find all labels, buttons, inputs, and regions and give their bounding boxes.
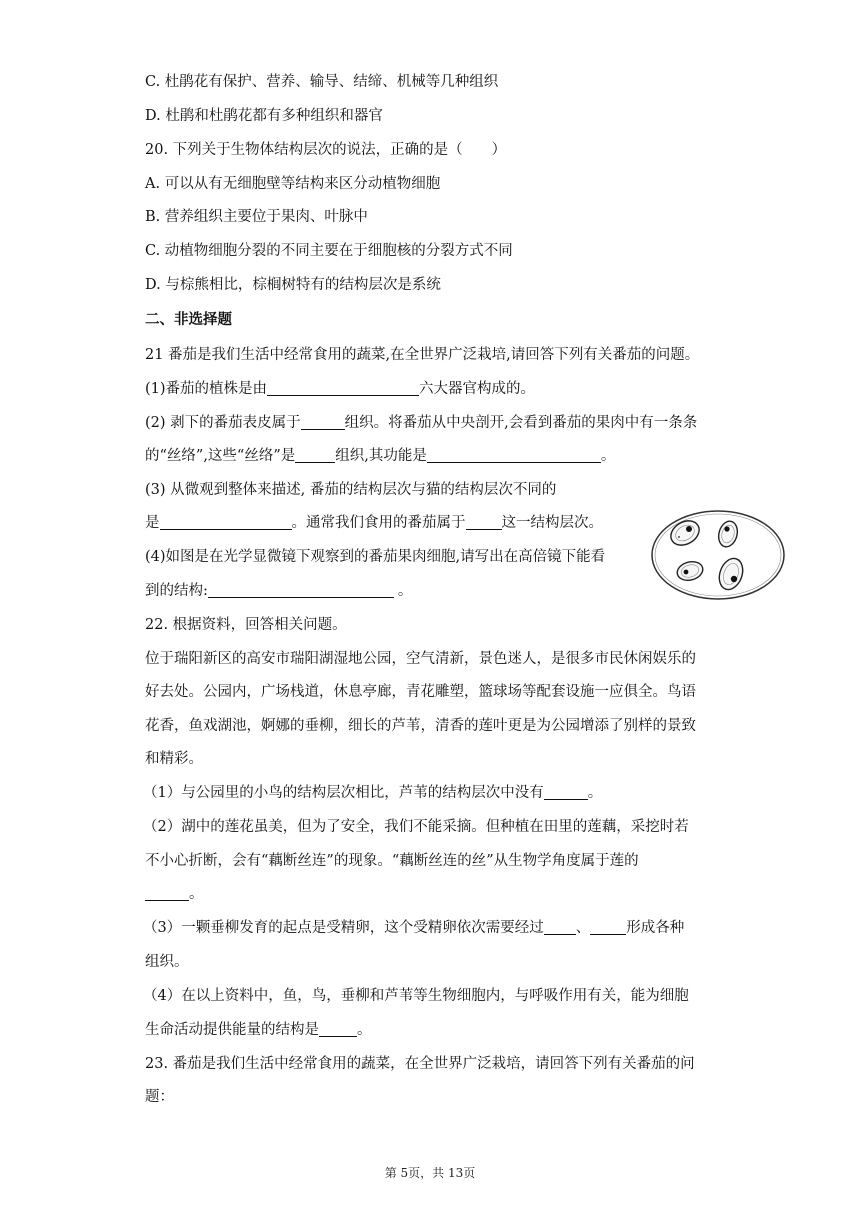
q21-part-3-line1: (3) 从微观到整体来描述, 番茄的结构层次与猫的结构层次不同的 — [145, 482, 557, 498]
answer-blank[interactable] — [319, 1020, 357, 1037]
answer-blank[interactable] — [160, 513, 292, 530]
q22-stem: 22. 根据资料，回答相关问题。 — [145, 617, 347, 633]
answer-blank[interactable] — [427, 446, 601, 463]
q23-stem-line1: 23. 番茄是我们生活中经常食用的蔬菜，在全世界广泛栽培，请回答下列有关番茄的问 — [145, 1056, 695, 1072]
tomato-cell-micrograph — [648, 508, 788, 606]
q21-part-3-line2: 是 。通常我们食用的番茄属于 这一结构层次。 — [145, 515, 603, 531]
q22-part-4-line2: 生命活动提供能量的结构是 。 — [145, 1022, 372, 1038]
q21-part-1: (1)番茄的植株是由 六大器官构成的。 — [145, 381, 536, 397]
answer-blank[interactable] — [145, 884, 189, 901]
q19-option-d: D. 杜鹃和杜鹃花都有多种组织和器官 — [145, 108, 383, 124]
q20-option-b: B. 营养组织主要位于果肉、叶脉中 — [145, 209, 368, 225]
q22-passage-line: 花香，鱼戏湖池，婀娜的垂柳，细长的芦苇，清香的莲叶更是为公园增添了别样的景致 — [145, 718, 696, 734]
q21-part-4-line1: (4)如图是在光学显微镜下观察到的番茄果肉细胞,请写出在高倍镜下能看 — [145, 549, 606, 565]
answer-blank[interactable] — [295, 446, 335, 463]
q22-part-3-line1: （3）一颗垂柳发育的起点是受精卵，这个受精卵依次需要经过 、 形成各种 — [143, 920, 685, 936]
q21-part-2-line2: 的“丝络”,这些“丝络”是 组织,其功能是 。 — [145, 448, 616, 464]
q21-part-4-line2: 到的结构: 。 — [145, 583, 413, 599]
q19-option-c: C. 杜鹃花有保护、营养、输导、结缔、机械等几种组织 — [145, 74, 499, 90]
answer-blank[interactable] — [208, 581, 394, 598]
q20-stem: 20. 下列关于生物体结构层次的说法，正确的是（ ） — [145, 142, 507, 158]
section-title: 二、非选择题 — [145, 311, 232, 328]
q22-passage-line: 和精彩。 — [145, 751, 203, 767]
q20-option-a: A. 可以从有无细胞壁等结构来区分动植物细胞 — [145, 176, 441, 192]
q20-option-d: D. 与棕熊相比，棕榈树特有的结构层次是系统 — [145, 277, 441, 293]
microscope-view-figure — [648, 508, 788, 602]
q22-part-1: （1）与公园里的小鸟的结构层次相比，芦苇的结构层次中没有 。 — [143, 785, 603, 801]
q22-passage-line: 好去处。公园内，广场栈道，休息亭廊，青花雕塑，篮球场等配套设施一应俱全。鸟语 — [145, 684, 696, 700]
answer-blank[interactable] — [267, 379, 419, 396]
q23-stem-line2: 题： — [145, 1089, 174, 1105]
answer-blank[interactable] — [301, 413, 345, 430]
q22-part-2-line2: 不小心折断，会有“藕断丝连”的现象。“藕断丝连的丝”从生物学角度属于莲的 — [145, 853, 639, 869]
answer-blank[interactable] — [544, 783, 588, 800]
q21-stem: 21 番茄是我们生活中经常食用的蔬菜,在全世界广泛栽培,请回答下列有关番茄的问题。 — [145, 347, 700, 363]
answer-blank[interactable] — [544, 918, 576, 935]
q22-part-2-line1: （2）湖中的莲花虽美，但为了安全，我们不能采摘。但种植在田里的莲藕，采挖时若 — [143, 819, 689, 835]
q20-option-c: C. 动植物细胞分裂的不同主要在于细胞核的分裂方式不同 — [145, 243, 513, 259]
answer-blank[interactable] — [590, 918, 626, 935]
q21-part-2-line1: (2) 剥下的番茄表皮属于 组织。将番茄从中央剖开,会看到番茄的果肉中有一条条 — [145, 415, 698, 431]
answer-blank[interactable] — [466, 513, 502, 530]
q22-part-4-line1: （4）在以上资料中，鱼，鸟，垂柳和芦苇等生物细胞内，与呼吸作用有关，能为细胞 — [143, 988, 689, 1004]
q22-passage-line: 位于瑞阳新区的高安市瑞阳湖湿地公园，空气清新，景色迷人，是很多市民休闲娱乐的 — [145, 651, 696, 667]
q22-part-3-line2: 组织。 — [145, 954, 189, 970]
q22-part-2-line3: 。 — [145, 884, 204, 904]
page-number-footer: 第 5页，共 13页 — [384, 1166, 476, 1180]
